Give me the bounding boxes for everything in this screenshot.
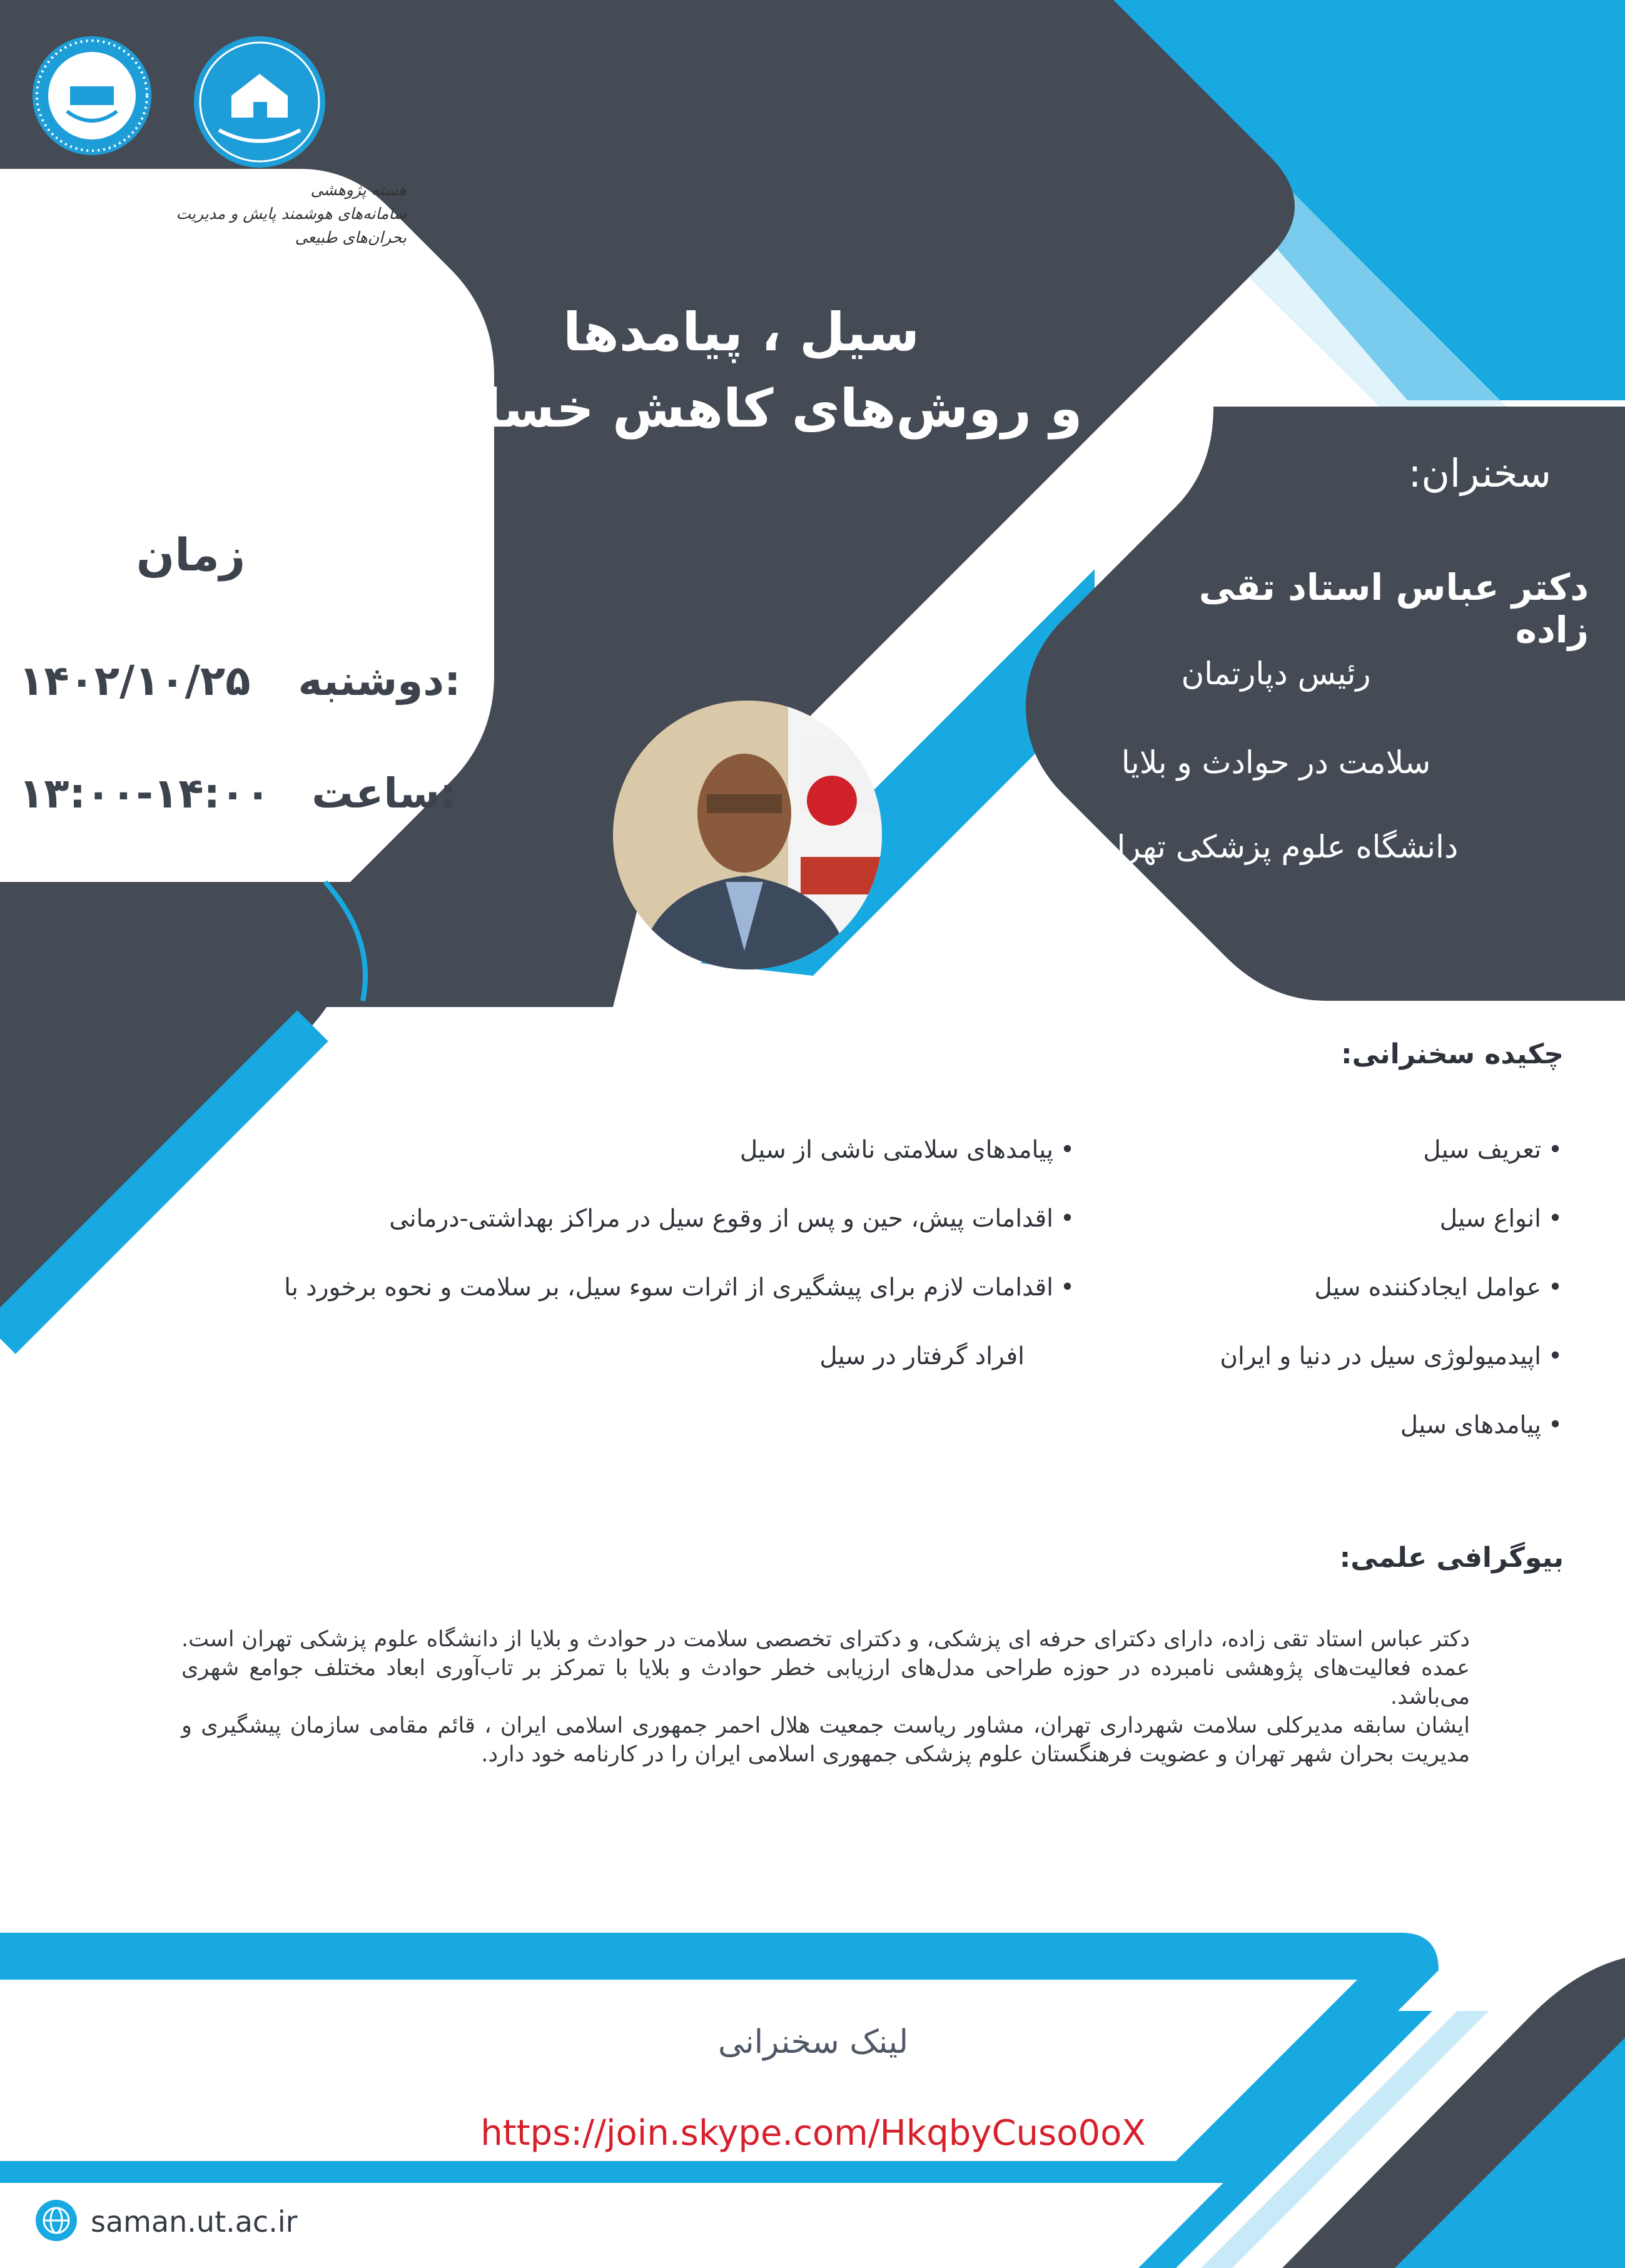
abstract-left-item: • اقدامات پیش، حین و پس از وقوع سیل در مراکز بهداشتی-درمانی (199, 1203, 1075, 1235)
abstract-left-continuation: افراد گرفتار در سیل (819, 1342, 1025, 1370)
speaker-name: دکتر عباس استاد تقی زاده (1198, 566, 1589, 651)
speaker-label: سخنران: (1408, 450, 1551, 496)
abstract-right-item: • تعریف سیل (1125, 1134, 1562, 1167)
hour-label: ساعت: (311, 769, 457, 818)
abstract-left-list (199, 1134, 1075, 1409)
abstract-right-item: • پیامدهای سیل (1125, 1409, 1562, 1442)
skype-link[interactable]: https://join.skype.com/HkqbyCuso0oX (480, 2113, 1146, 2154)
title-line1: سیل ، پیامدها (563, 301, 919, 363)
event-title (350, 294, 1132, 447)
abstract-left-item: • اقدامات لازم برای پیشگیری از اثرات سوء سیل، بر سلامت و نحوه برخورد با (199, 1272, 1075, 1304)
institute-line2: سامانه‌های هوشمند پایش و مدیریت بحران‌های طبیعی (176, 205, 407, 246)
abstract-right-item: • انواع سیل (1125, 1203, 1562, 1235)
globe-icon (34, 2199, 78, 2242)
abstract-title: چکیده سخنرانی: (1341, 1038, 1564, 1070)
speaker-photo (613, 701, 882, 969)
link-label: لینک سخنرانی (717, 2023, 909, 2061)
university-of-tehran-logo (33, 36, 151, 155)
abstract-right-item: • عوامل ایجادکننده سیل (1125, 1272, 1562, 1304)
date-row (19, 657, 461, 705)
institute-house-logo (194, 36, 325, 168)
bio-paragraph2: ایشان سابقه مدیرکلی سلامت شهرداری تهران، مشاور ریاست جمعیت هلال احمر جمهوری اسلامی ایران ، قائم مقامی سازمان پیشگیری و مدیریت بحران شهر تهران و عضویت فرهنگستان علوم پزشکی جمهوری اسلامی ایران را در کارنامه خود دارد. (181, 1713, 1470, 1767)
speaker-role-line1: رئیس دپارتمان (1181, 656, 1371, 692)
institute-line1: هسته پژوهشی (310, 181, 407, 199)
website-link[interactable]: saman.ut.ac.ir (91, 2205, 298, 2239)
date-value: ۱۴۰۲/۱۰/۲۵ (19, 657, 251, 705)
hour-value: ۱۳:۰۰-۱۴:۰۰ (19, 769, 271, 818)
abstract-right-list (1125, 1134, 1562, 1478)
hour-row (19, 769, 457, 818)
bio-title: بیوگرافی علمی: (1339, 1542, 1564, 1574)
speaker-role-line2: سلامت در حوادث و بلایا (1121, 744, 1431, 781)
abstract-left-item: • پیامدهای سلامتی ناشی از سیل (199, 1134, 1075, 1167)
abstract-right-item: • اپیدمیولوژی سیل در دنیا و ایران (1125, 1340, 1562, 1373)
date-label: دوشنبه: (298, 657, 461, 705)
bio-text (181, 1625, 1470, 1769)
time-label: زمان (136, 529, 246, 581)
bio-paragraph1: دکتر عباس استاد تقی زاده، دارای دکترای حرفه ای پزشکی، و دکترای تخصصی سلامت در حوادث و بلایا از دانشگاه علوم پزشکی تهران است. عمده فعالیت‌های پژوهشی نامبرده در حوزه طراحی مدل‌های ارزیابی خطر حوادث و بلایا با تمرکز بر تاب‌آوری ابعاد مختلف جوامع شهری می‌باشد. (181, 1627, 1470, 1709)
title-line2: و روش‌های کاهش خسارت (400, 378, 1083, 439)
speaker-role-line3: دانشگاه علوم پزشکی تهران (1093, 829, 1459, 865)
